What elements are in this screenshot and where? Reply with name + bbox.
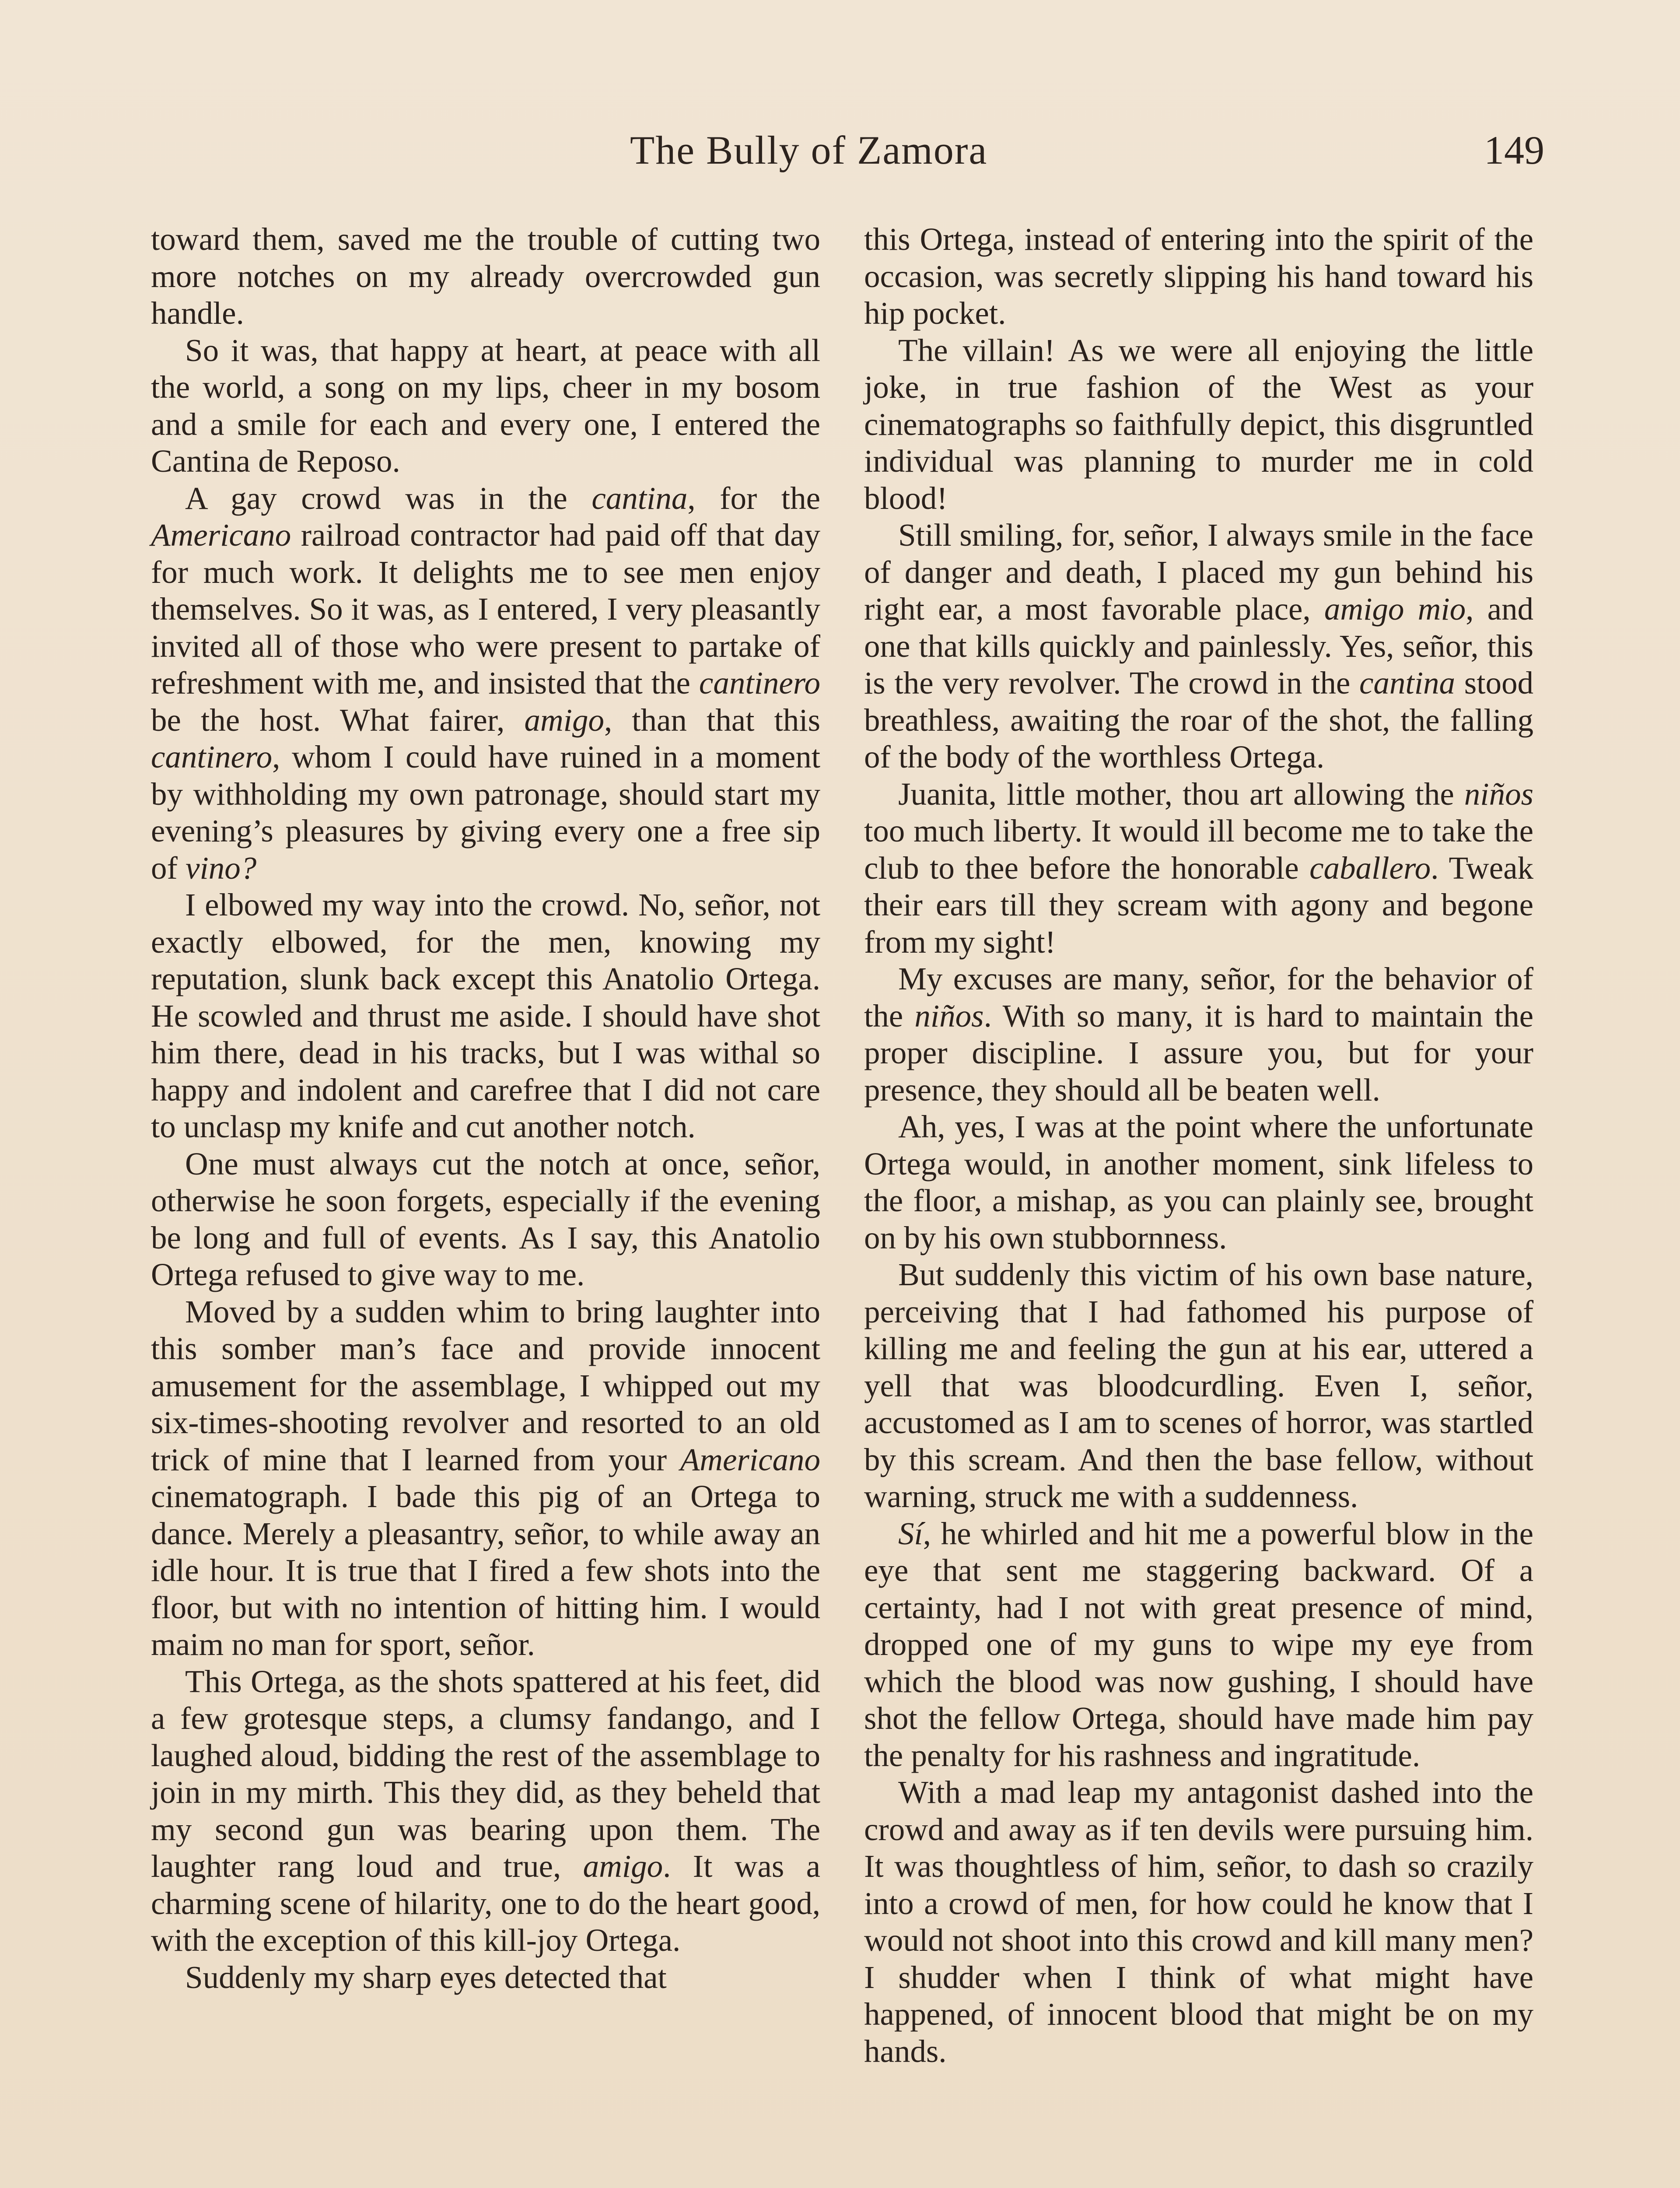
paragraph xyxy=(151,1663,820,1959)
italic-text: amigo xyxy=(583,1848,663,1884)
italic-text: vino? xyxy=(186,850,257,886)
running-title: The Bully of Zamora xyxy=(630,128,988,172)
italic-text: cantinero xyxy=(151,739,273,775)
left-text-column xyxy=(151,221,820,1996)
paragraph xyxy=(151,887,820,1146)
paragraph xyxy=(864,332,1533,517)
text-run: railroad contractor had paid off that day for much work. It delights me to see men enjoy themselves. So it was, as I entered, I very pleasantly invited all of those who were present to partake of refreshment with me, and insisted that the xyxy=(151,517,820,701)
paragraph xyxy=(151,1146,820,1294)
text-run: But suddenly this victim of his own base nature, perceiving that I had fathomed his purpose of killing me and feeling the gun at his ear, uttered a yell that was bloodcurdling. Even I, señor, accustomed as I am to scenes of horror, was startled by this scream. And then the base fellow, without warning, struck me with a suddenness. xyxy=(864,1257,1533,1514)
text-run: So it was, that happy at heart, at peace with all the world, a song on my lips, cheer in my bosom and a smile for each and every one, I entered the Cantina de Reposo. xyxy=(151,332,820,479)
paragraph xyxy=(151,1294,820,1663)
text-run: With a mad leap my antagonist dashed into the crowd and away as if ten devils were pursuing him. It was thoughtless of him, señor, to dash so crazily into a crowd of men, for how could he know that I would not shoot into this crowd and kill many men? I shudder when I think of what might have happened, of innocent blood that might be on my hands. xyxy=(864,1774,1533,2069)
text-run: , whom I could have ruined in a moment by withholding my own patronage, should start my evening’s pleasures by giving every one a free sip of xyxy=(151,739,820,886)
text-run: This Ortega, as the shots spattered at his feet, did a few grotesque steps, a clumsy fandango, and I laughed aloud, bidding the rest of the assemblage to join in my mirth. This they did, as they beheld that my second gun was bearing upon them. The laughter rang loud and true, xyxy=(151,1663,820,1884)
text-run: . With so many, it is hard to maintain the proper discipline. I assure you, but for your presence, they should all be beaten well. xyxy=(864,998,1533,1108)
text-run: this Ortega, instead of entering into the spirit of the occasion, was secretly slipping his hand toward his hip pocket. xyxy=(864,221,1533,331)
italic-text: amigo xyxy=(524,702,604,738)
text-run: toward them, saved me the trouble of cutting two more notches on my already overcrowded gun handle. xyxy=(151,221,820,331)
text-run: Ah, yes, I was at the point where the unfortunate Ortega would, in another moment, sink lifeless to the floor, a mishap, as you can plainly see, brought on by his own stubbornness. xyxy=(864,1109,1533,1255)
text-run: , he whirled and hit me a powerful blow in the eye that sent me staggering backward. Of a certainty, had I not with great presence of mind, dropped one of my guns to wipe my eye from which the blood was now gushing, I should have shot the fellow Ortega, should have made him pay the penalty for his rashness and ingratitude. xyxy=(864,1515,1533,1773)
text-run: cinematograph. I bade this pig of an Ortega to dance. Merely a pleasantry, señor, to while away an idle hour. It is true that I fired a few shots into the floor, but with no intention of hitting him. I would maim no man for sport, señor. xyxy=(151,1479,820,1662)
italic-text: caballero xyxy=(1309,850,1431,886)
italic-text: niños xyxy=(1464,776,1533,812)
italic-text: Americano xyxy=(151,517,291,553)
text-run: , than that this xyxy=(604,702,820,738)
paragraph xyxy=(864,517,1533,776)
text-run: stood breathless, awaiting the roar of the shot, the falling of the body of the worthless Ortega. xyxy=(864,665,1533,775)
italic-text: Sí xyxy=(898,1515,923,1551)
italic-text: Americano xyxy=(680,1441,820,1477)
text-run: The villain! As we were all enjoying the little joke, in true fashion of the West as your cinematographs so faithfully depict, this disgruntled individual was planning to murder me in cold blood! xyxy=(864,332,1533,516)
italic-text: niños xyxy=(914,998,984,1034)
text-run: Still smiling, for, señor, I always smile in the face of danger and death, I placed my gun behind his right ear, a most favorable place, xyxy=(864,517,1533,627)
text-run: Moved by a sudden whim to bring laughter into this somber man’s face and provide innocent amusement for the assemblage, I whipped out my six-times-shooting revolver and resorted to an old trick of mine that I learned from your xyxy=(151,1294,820,1477)
paragraph xyxy=(864,1256,1533,1515)
text-run: be the host. What fairer, xyxy=(151,702,525,738)
text-run: . It was a charming scene of hilarity, one to do the heart good, with the exception of this kill-joy Ortega. xyxy=(151,1848,821,1958)
text-run: One must always cut the notch at once, señor, otherwise he soon forgets, especially if the evening be long and full of events. As I say, this Anatolio Ortega refused to give way to me. xyxy=(151,1146,820,1292)
text-run: I elbowed my way into the crowd. No, señor, not exactly elbowed, for the men, knowing my reputation, slunk back except this Anatolio Ortega. He scowled and thrust me aside. I should have shot him there, dead in his tracks, but I was withal so happy and indolent and carefree that I did not care to unclasp my knife and cut another notch. xyxy=(151,887,820,1144)
italic-text: cantina xyxy=(592,480,688,516)
paragraph xyxy=(864,221,1533,332)
text-run: Suddenly my sharp eyes detected that xyxy=(185,1959,667,1995)
paragraph xyxy=(864,776,1533,961)
paragraph xyxy=(864,1108,1533,1256)
right-text-column xyxy=(864,221,1533,2070)
text-run: too much liberty. It would ill become me to take the club to thee before the honorable xyxy=(864,813,1533,886)
text-run: A gay crowd was in the xyxy=(185,480,592,516)
text-run: . Tweak their ears till they scream with agony and begone from my sight! xyxy=(864,850,1534,960)
paragraph xyxy=(151,221,820,332)
paragraph xyxy=(151,480,820,887)
text-run: Juanita, little mother, thou art allowing the xyxy=(898,776,1464,812)
paragraph xyxy=(151,332,820,480)
paragraph xyxy=(864,1774,1533,2070)
paragraph xyxy=(864,1515,1533,1774)
paragraph xyxy=(864,961,1533,1108)
text-run: , for the xyxy=(687,480,820,516)
paragraph xyxy=(151,1959,820,1996)
text-run: My excuses are many, señor, for the behavior of the xyxy=(864,961,1533,1034)
italic-text: cantinero xyxy=(699,665,820,701)
italic-text: amigo mio xyxy=(1324,591,1466,627)
italic-text: cantina xyxy=(1359,665,1455,701)
page-number: 149 xyxy=(1484,128,1544,172)
text-run: , and one that kills quickly and painlessly. Yes, señor, this is the very revolver. The crowd in the xyxy=(864,591,1534,701)
